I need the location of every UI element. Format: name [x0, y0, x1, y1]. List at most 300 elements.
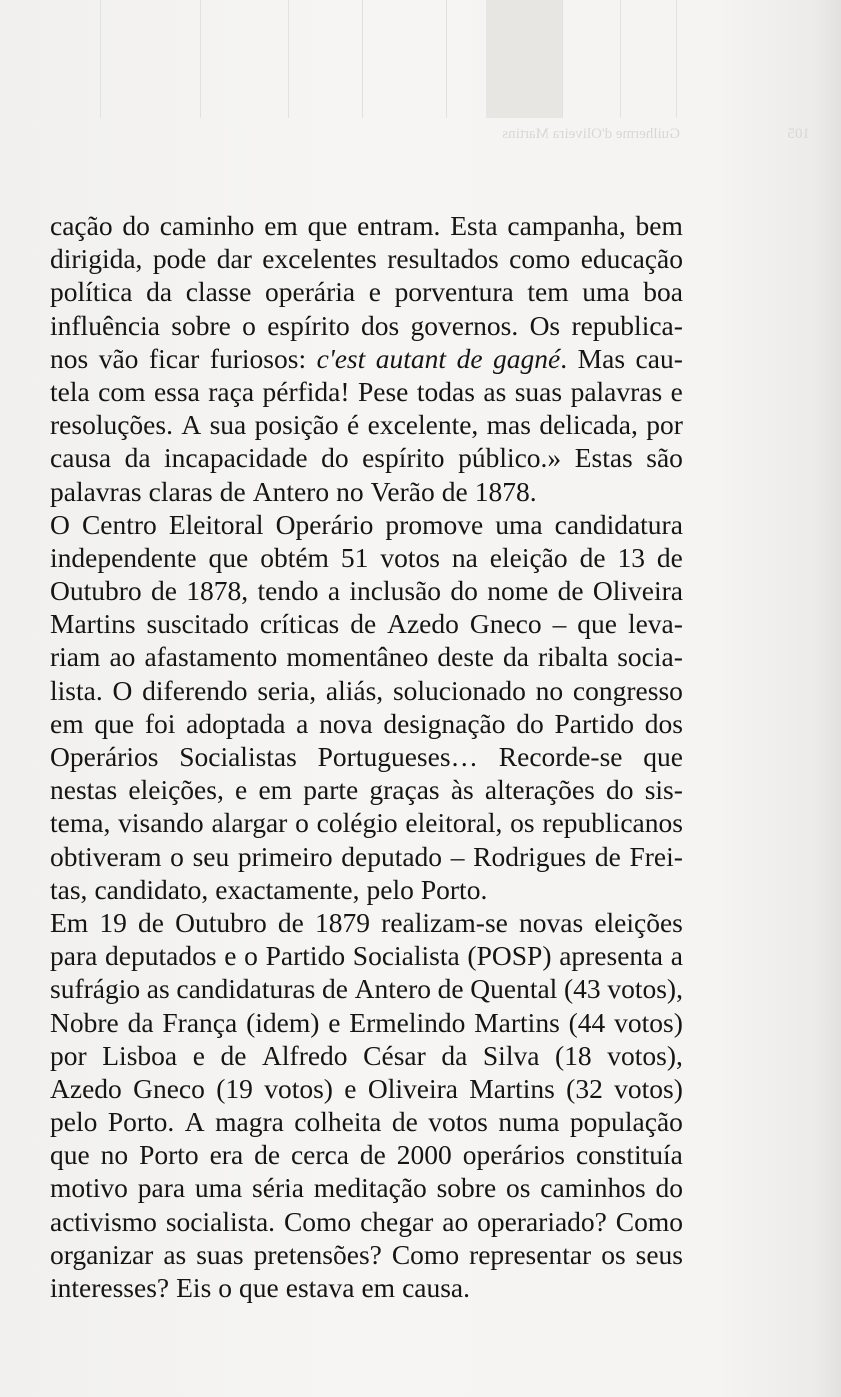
word: Eleitoral [168, 508, 264, 540]
word: de [557, 575, 584, 607]
word: 1878, [186, 575, 249, 607]
word: eleições, [128, 774, 224, 806]
word: graças [369, 774, 440, 806]
word: Operário [275, 508, 374, 540]
text-line [50, 1072, 683, 1105]
word: nome [487, 575, 549, 607]
word: motivo [50, 1172, 128, 1204]
word: votos), [607, 973, 683, 1005]
word: o [295, 807, 309, 839]
word: (19 [216, 1072, 253, 1104]
word: visando [118, 807, 204, 839]
text-line [50, 972, 683, 1005]
word: eleitoral, [405, 807, 503, 839]
text-line [50, 840, 683, 873]
word: deste [437, 641, 494, 673]
word: política [50, 276, 133, 308]
text-line [50, 1171, 683, 1204]
word: O [112, 674, 133, 706]
word: às [450, 774, 474, 806]
word: Gneco [133, 1072, 205, 1104]
word: caminho [159, 210, 255, 241]
word: Como [391, 1238, 460, 1270]
word: que [643, 741, 683, 772]
word: operários [462, 1139, 566, 1171]
word: críticas [259, 608, 340, 640]
word: do [122, 210, 150, 241]
bleed-divider [620, 0, 621, 118]
text-line [50, 408, 683, 441]
word: socialista. [165, 1205, 276, 1237]
word: solucionado [392, 674, 526, 706]
word: França [162, 1006, 238, 1038]
word: posição [254, 409, 339, 441]
word: sufrágio [50, 973, 141, 1005]
word: Azedo [387, 608, 459, 640]
word: representar [469, 1238, 592, 1270]
word: Recorde-se [498, 741, 623, 772]
word: séria [252, 1172, 304, 1204]
text-line [50, 707, 683, 740]
word: é [347, 409, 360, 441]
word: votos), [607, 1039, 683, 1071]
word: essa [153, 375, 200, 407]
bleed-divider [562, 0, 563, 118]
text-line [50, 873, 683, 906]
word: meditação [313, 1172, 427, 1204]
word: operária [265, 276, 356, 308]
text-line [50, 1039, 683, 1072]
word: 1879 [315, 906, 371, 938]
word: Partido [265, 940, 346, 972]
word: promove [385, 508, 484, 540]
word: de [137, 906, 164, 938]
word: pérfida! [262, 375, 350, 407]
text-line [50, 1105, 683, 1138]
word: dirigida, [50, 243, 143, 275]
word: designação [383, 707, 506, 739]
word: 13 [617, 541, 645, 573]
word: adoptada [186, 707, 286, 739]
word: primeiro [237, 840, 333, 872]
word: leva- [627, 608, 683, 640]
word: que [208, 541, 249, 573]
word: resultados [387, 243, 499, 275]
word: que [577, 608, 617, 640]
word: (44 [568, 1006, 606, 1038]
word: os [510, 807, 535, 839]
word: Os [529, 309, 561, 341]
word: Outubro [50, 575, 142, 607]
text-line [50, 275, 683, 308]
word: os [601, 1238, 626, 1270]
word: congresso [572, 674, 683, 706]
word: causa [50, 442, 112, 474]
bleed-divider [100, 0, 101, 118]
word: foi [144, 707, 176, 739]
word: sobre [436, 1172, 497, 1204]
word: todas [416, 375, 475, 407]
word: o [218, 1272, 233, 1303]
word: Frei- [629, 840, 683, 872]
word: candidato, [94, 873, 209, 905]
word: palavras [570, 375, 663, 407]
word: em [258, 774, 293, 806]
text-line [50, 508, 683, 541]
word: delicada, [539, 409, 638, 441]
word: a [296, 707, 309, 739]
word: pelo [366, 873, 414, 905]
word: Como [283, 1205, 352, 1237]
text-line [50, 209, 683, 242]
word: afastamento [144, 641, 278, 673]
word: alterações [484, 774, 595, 806]
word: nos [50, 342, 89, 374]
word: lista. [50, 674, 103, 706]
word: uma [495, 508, 543, 540]
word: Porto. [420, 873, 488, 905]
word: uma [194, 1172, 243, 1204]
word: campanha, [507, 210, 626, 241]
word: parte [303, 774, 359, 806]
bleed-running-title: Guilherme d'Oliveira Martins [502, 126, 680, 142]
word: no [336, 475, 364, 507]
word: Rodrigues [473, 840, 587, 872]
text-line [50, 740, 683, 773]
word: de [359, 1139, 386, 1171]
word: alargar [211, 807, 288, 839]
word: tem [527, 276, 569, 308]
word: pretensões? [253, 1238, 382, 1270]
word: Antero [354, 973, 431, 1005]
word: Em [50, 906, 89, 938]
word: o [244, 940, 258, 972]
word: (POSP) [467, 940, 552, 972]
word: Operários [50, 741, 159, 772]
word: Esta [450, 210, 498, 241]
word: Porto. [107, 1106, 175, 1138]
word: novas [519, 906, 584, 938]
word: Martins [469, 1072, 555, 1104]
word: Quental [470, 973, 558, 1005]
word: Ermelindo [349, 1006, 466, 1038]
word: tela [50, 375, 90, 407]
text-line [50, 1238, 683, 1271]
word: com [98, 375, 146, 407]
text-line [50, 939, 683, 972]
word: – [450, 840, 465, 872]
word: claras [148, 475, 213, 507]
word: porventura [394, 276, 514, 308]
word: entram. [357, 210, 441, 241]
word: de [350, 608, 377, 640]
word: Portugueses… [317, 741, 479, 772]
word: votos) [264, 1072, 333, 1104]
word: as [163, 1238, 187, 1270]
text-line [50, 773, 683, 806]
bleed-divider [446, 0, 447, 118]
word: seria, [257, 674, 317, 706]
word: Outubro [175, 906, 267, 938]
word: ribalta [537, 641, 609, 673]
word: influência [50, 309, 160, 341]
word: a [327, 575, 341, 607]
word: pelo [50, 1106, 98, 1138]
word: são [646, 442, 683, 474]
word: ficar [148, 342, 200, 374]
word: suas [514, 375, 563, 407]
word: tas, [50, 873, 88, 905]
word: Oliveira [367, 1072, 458, 1104]
word: governos. [410, 309, 519, 341]
word: Centro [81, 508, 157, 540]
word: de [441, 475, 468, 507]
text-line [50, 1138, 683, 1171]
body-text [50, 209, 683, 1304]
text-line [50, 906, 683, 939]
word: do [606, 774, 634, 806]
word: causa. [402, 1272, 471, 1303]
word: população [569, 1106, 683, 1138]
word: de [150, 575, 177, 607]
word: que [239, 1272, 279, 1303]
word: e [224, 940, 237, 972]
text-line [50, 1271, 683, 1304]
word: incapacidade [164, 442, 308, 474]
word: votos) [614, 1006, 683, 1038]
word: era [209, 1139, 244, 1171]
word: furiosos: [209, 342, 307, 374]
word: Martins [474, 1006, 560, 1038]
word: excelente, [367, 409, 479, 441]
word: cau- [635, 342, 683, 374]
word: c'est [316, 342, 366, 374]
word: do [450, 575, 478, 607]
word: e [344, 1072, 357, 1104]
word: Antero [252, 475, 330, 507]
word: da [441, 1039, 468, 1071]
word: Azedo [50, 1072, 122, 1104]
word: Martins [50, 608, 136, 640]
word: Pese [357, 375, 409, 407]
word: magra [215, 1106, 284, 1138]
word: suscitado [146, 608, 249, 640]
word: palavras [50, 475, 142, 507]
word: de [456, 342, 483, 374]
word: Nobre [50, 1006, 119, 1038]
word: público.» [458, 442, 562, 474]
word: vão [98, 342, 139, 374]
word: excelentes [262, 243, 377, 275]
word: eleição [489, 541, 568, 573]
word: para [137, 1172, 186, 1204]
bleed-through-table [40, 0, 740, 120]
word: que [307, 210, 348, 241]
word: autant [375, 342, 447, 374]
word: cação [50, 210, 113, 241]
word: riam [50, 641, 101, 673]
text-line [50, 375, 683, 408]
word: 51 [340, 541, 369, 573]
word: Socialistas [179, 741, 297, 772]
word: de [220, 1039, 247, 1071]
bleed-shaded-column [486, 0, 562, 118]
word: pode [152, 243, 207, 275]
word: votos [428, 1106, 488, 1138]
word: boa [643, 276, 683, 308]
word: educação [580, 243, 683, 275]
word: 1878. [474, 475, 537, 507]
word: resoluções. [50, 409, 173, 441]
word: 2000 [396, 1139, 452, 1171]
word: para [50, 940, 98, 972]
word: em [264, 210, 298, 241]
word: deputados [105, 940, 217, 972]
word: Partido [554, 707, 634, 739]
word: espírito [267, 309, 350, 341]
word: estava [285, 1272, 355, 1303]
word: (idem) [246, 1006, 320, 1038]
word: uma [582, 276, 630, 308]
word: do [655, 1172, 683, 1204]
word: espírito [362, 442, 445, 474]
bleed-divider [200, 0, 201, 118]
word: em [361, 1272, 396, 1303]
word: inclusão [349, 575, 442, 607]
word: sis- [644, 774, 683, 806]
word: por [646, 409, 683, 441]
word: da [146, 276, 173, 308]
word: aliás, [325, 674, 384, 706]
text-line [50, 309, 683, 342]
word: os [505, 1172, 531, 1204]
word: gagné. [493, 342, 568, 374]
word: César [363, 1039, 426, 1071]
word: deputado [341, 840, 443, 872]
word: as [483, 375, 507, 407]
word: eleições [594, 906, 683, 938]
word: de [437, 973, 464, 1005]
word: e [192, 1039, 205, 1071]
word: do [516, 707, 544, 739]
word: votos) [614, 1072, 683, 1104]
word: nestas [50, 774, 118, 806]
word: que [94, 707, 135, 739]
word: O [50, 508, 70, 540]
text-line [50, 541, 683, 574]
text-line [50, 640, 683, 673]
word: de [219, 475, 246, 507]
word: da [502, 641, 529, 673]
word: chegar [360, 1205, 434, 1237]
word: raça [208, 375, 255, 407]
bleed-divider [362, 0, 363, 118]
word: obtém [260, 541, 329, 573]
word: tema, [50, 807, 111, 839]
word: da [124, 442, 151, 474]
word: (32 [566, 1072, 603, 1104]
word: republica- [571, 309, 683, 341]
word: obtiveram [50, 840, 162, 872]
text-line [50, 242, 683, 275]
word: dos [361, 309, 400, 341]
word: como [509, 243, 571, 275]
word: e [670, 375, 683, 407]
word: seu [192, 840, 230, 872]
word: seus [635, 1238, 683, 1270]
word: Como [615, 1205, 683, 1237]
word: de [391, 1106, 418, 1138]
word: e [328, 1006, 341, 1038]
word: mas [486, 409, 531, 441]
text-line [50, 806, 683, 839]
word: candidaturas [176, 973, 316, 1005]
word: Gneco [469, 608, 542, 640]
word: Verão [370, 475, 435, 507]
text-line [50, 475, 683, 508]
bleed-page-number: 105 [787, 126, 810, 142]
word: do [321, 442, 349, 474]
word: tendo [257, 575, 319, 607]
word: que [50, 1139, 90, 1171]
word: (43 [563, 973, 601, 1005]
word: na [451, 541, 478, 573]
word: no [535, 674, 564, 706]
word: interesses? [50, 1272, 170, 1303]
word: diferendo [142, 674, 248, 706]
word: 19 [99, 906, 127, 938]
word: e [235, 774, 248, 806]
bleed-divider [676, 0, 677, 118]
word: dos [644, 707, 683, 739]
word: republicanos [542, 807, 683, 839]
word: por [50, 1039, 87, 1071]
word: ao [109, 641, 136, 673]
word: de [321, 973, 348, 1005]
word: cerca [290, 1139, 349, 1171]
word: sobre [171, 309, 231, 341]
word: Socialista [352, 940, 460, 972]
word: bem [635, 210, 683, 241]
text-line [50, 1006, 683, 1039]
word: exactamente, [215, 873, 360, 905]
word: Porto [139, 1139, 199, 1171]
word: apresenta [559, 940, 664, 972]
text-line [50, 674, 683, 707]
word: colheita [294, 1106, 382, 1138]
word: nova [319, 707, 373, 739]
word: organizar [50, 1238, 154, 1270]
word: constituía [575, 1139, 683, 1171]
text-line [50, 607, 683, 640]
word: caminhos [540, 1172, 646, 1204]
word: Mas [577, 342, 626, 374]
word: candidatura [554, 508, 683, 540]
word: dar [216, 243, 252, 275]
word: sua [209, 409, 247, 441]
word: o [170, 840, 184, 872]
word: independente [50, 541, 197, 573]
word: Estas [574, 442, 633, 474]
word: da [127, 1006, 154, 1038]
word: colégio [316, 807, 398, 839]
word: votos [380, 541, 440, 573]
word: de [656, 541, 683, 573]
word: Alfredo [262, 1039, 348, 1071]
word: ao [442, 1205, 469, 1237]
text-line [50, 441, 683, 474]
word: o [242, 309, 256, 341]
